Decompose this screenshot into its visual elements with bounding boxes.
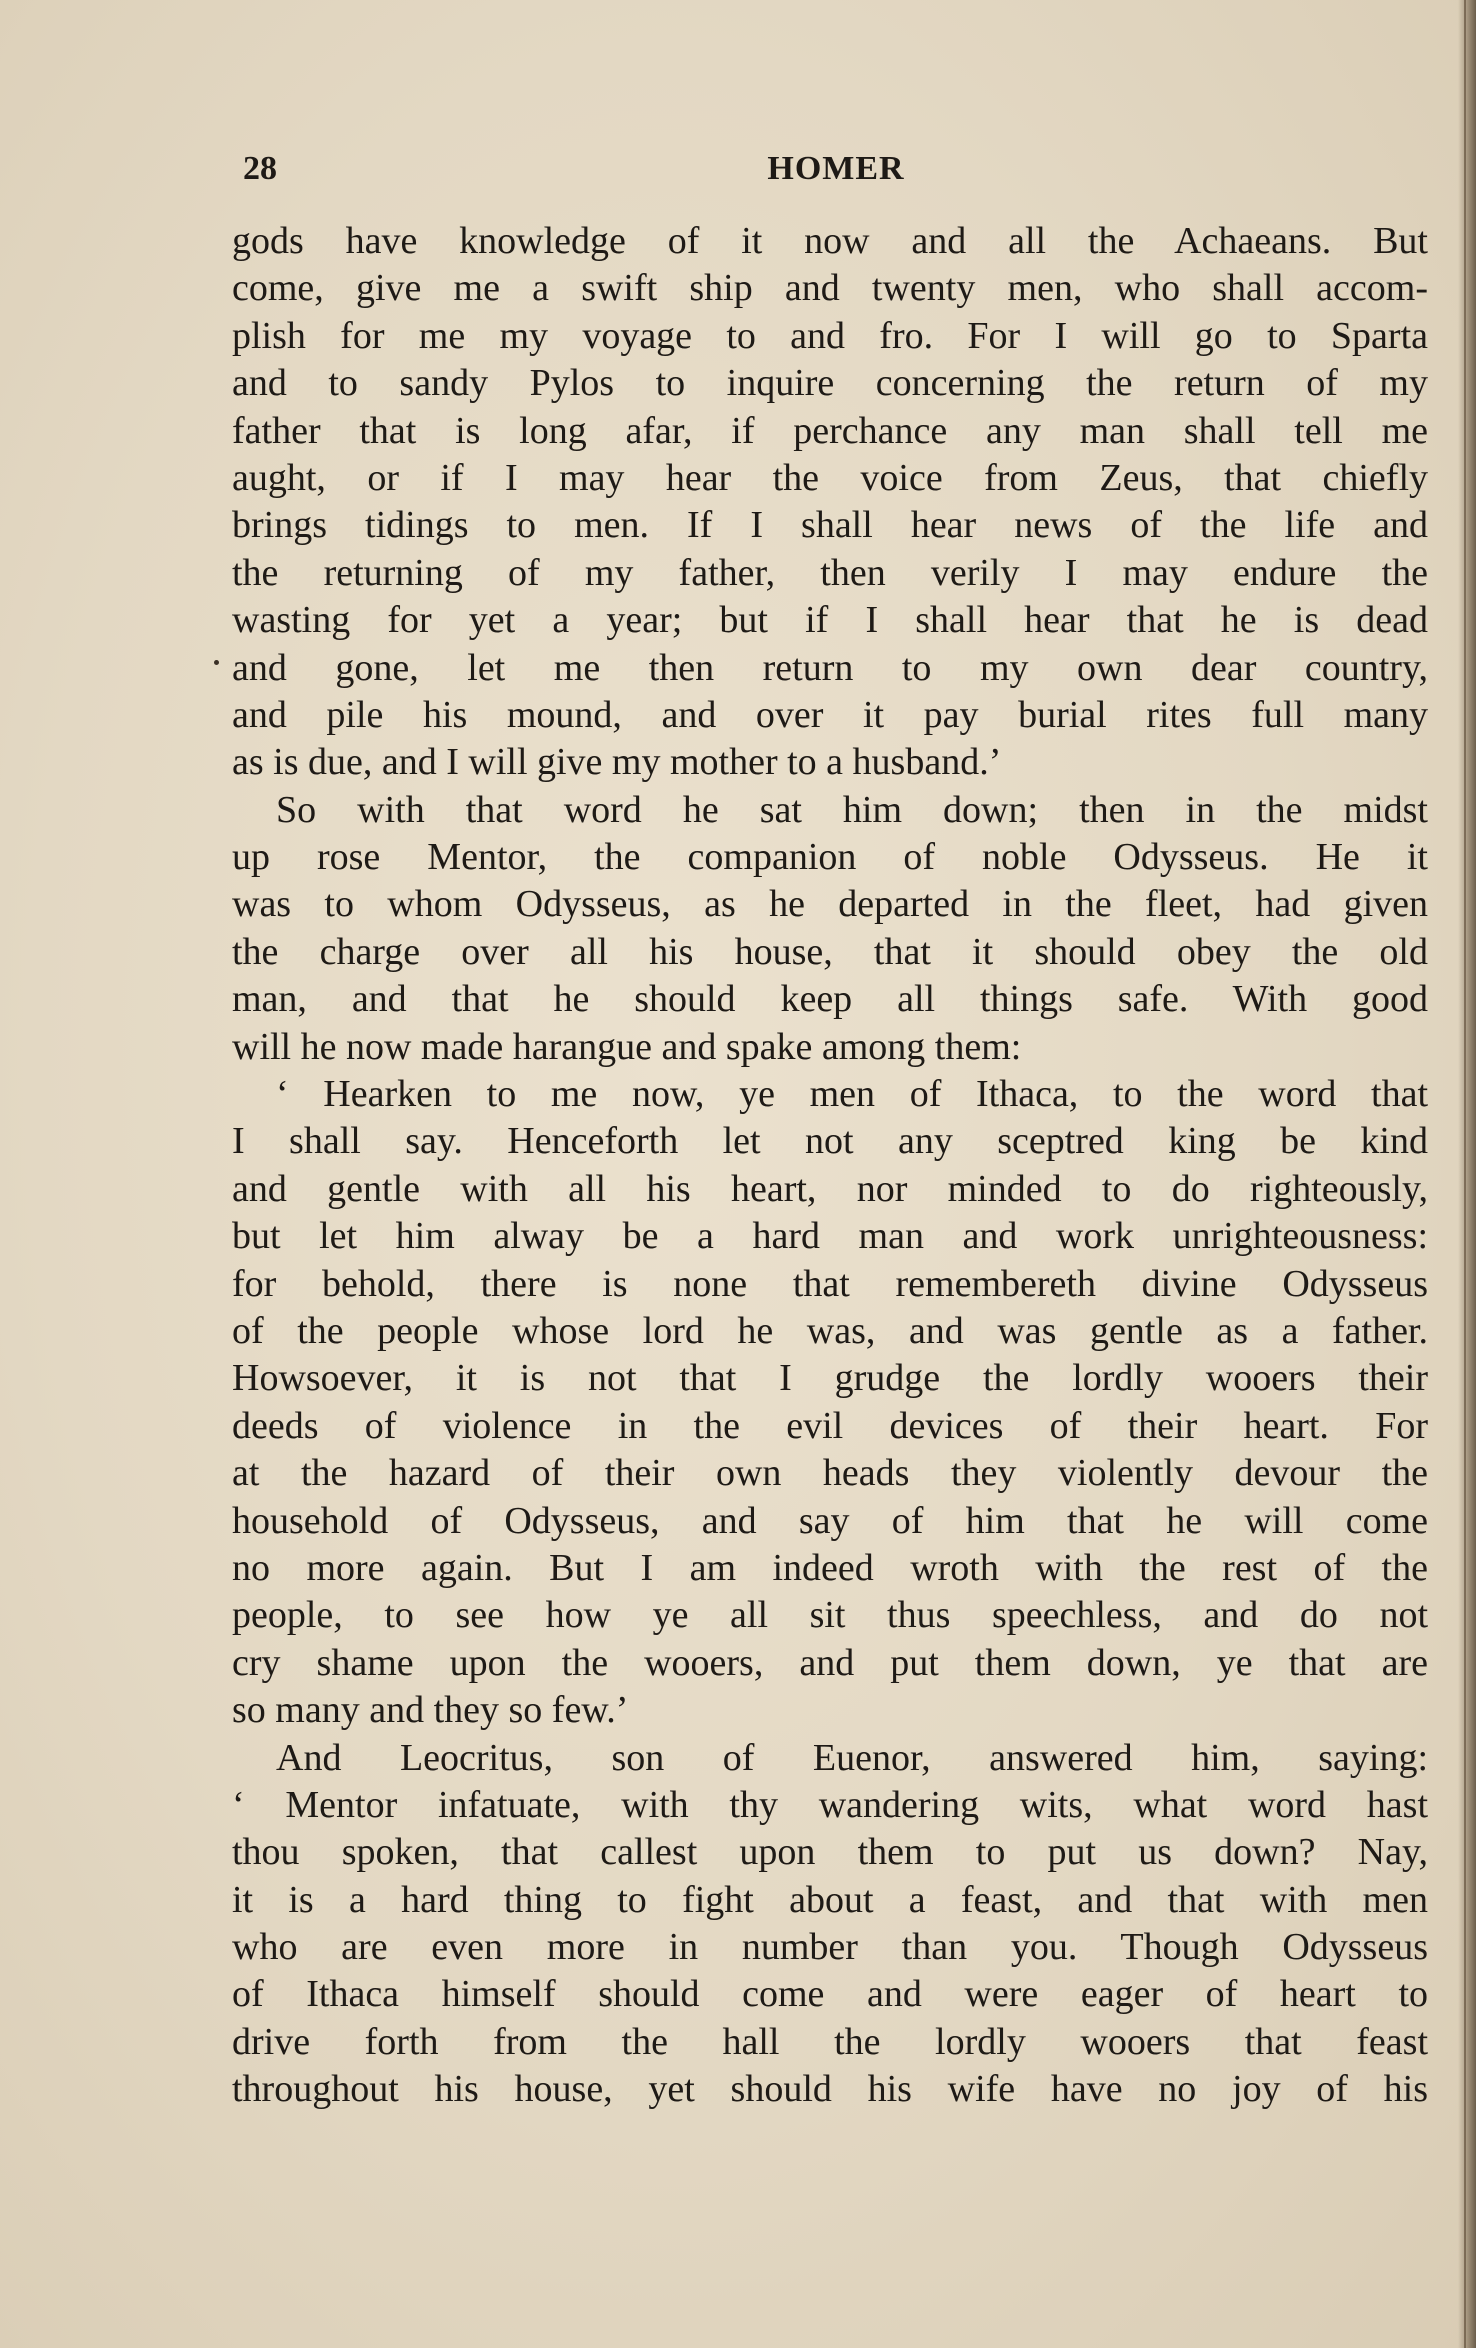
text-line: and pile his mound, and over it pay burial rites full many — [232, 693, 1428, 736]
text-line: brings tidings to men. If I shall hear news of the life and — [232, 504, 1428, 547]
text-line: it is a hard thing to fight about a feast, and that with men — [232, 1878, 1428, 1921]
text-line: so many and they so few.’ — [232, 1689, 629, 1732]
text-line: drive forth from the hall the lordly wooers that feast — [232, 2020, 1428, 2063]
page-edge-shadow — [1458, 0, 1476, 2348]
text-line: ‘ Hearken to me now, ye men of Ithaca, to the word that — [276, 1073, 1428, 1116]
text-line: and gentle with all his heart, nor minded to do righteously, — [232, 1167, 1428, 1210]
text-line: So with that word he sat him down; then in the midst — [276, 788, 1428, 831]
body-text — [232, 218, 1428, 2114]
text-line: and gone, let me then return to my own dear country, — [232, 646, 1428, 689]
text-line: will he now made harangue and spake among them: — [232, 1025, 1022, 1068]
text-line: aught, or if I may hear the voice from Zeus, that chiefly — [232, 456, 1428, 499]
page-number: 28 — [243, 150, 277, 187]
text-line: father that is long afar, if perchance any man shall tell me — [232, 409, 1428, 452]
text-line: of Ithaca himself should come and were eager of heart to — [232, 1973, 1428, 2016]
text-line: the charge over all his house, that it should obey the old — [232, 930, 1428, 973]
text-line: throughout his house, yet should his wife have no joy of his — [232, 2068, 1428, 2111]
text-line: for behold, there is none that remembereth divine Odysseus — [232, 1262, 1428, 1305]
text-line: deeds of violence in the evil devices of their heart. For — [232, 1404, 1428, 1447]
text-line: thou spoken, that callest upon them to put us down? Nay, — [232, 1831, 1428, 1874]
text-line: no more again. But I am indeed wroth with the rest of the — [232, 1546, 1428, 1589]
text-line: And Leocritus, son of Euenor, answered him, saying: — [276, 1736, 1428, 1779]
text-line: wasting for yet a year; but if I shall hear that he is dead — [232, 599, 1428, 642]
text-line: come, give me a swift ship and twenty men, who shall accom- — [232, 267, 1428, 310]
text-line: cry shame upon the wooers, and put them down, ye that are — [232, 1641, 1428, 1684]
margin-speck — [214, 660, 219, 665]
text-line: of the people whose lord he was, and was gentle as a father. — [232, 1309, 1428, 1352]
text-line: who are even more in number than you. Though Odysseus — [232, 1926, 1428, 1969]
running-head — [243, 142, 1429, 196]
text-line: plish for me my voyage to and fro. For I will go to Sparta — [232, 314, 1428, 357]
text-line: ‘ Mentor infatuate, with thy wandering wits, what word hast — [232, 1783, 1428, 1826]
text-line: people, to see how ye all sit thus speechless, and do not — [232, 1594, 1428, 1637]
page-edge-line — [1464, 0, 1466, 2348]
text-line: up rose Mentor, the companion of noble Odysseus. He it — [232, 836, 1428, 879]
text-line: gods have knowledge of it now and all the Achaeans. But — [232, 220, 1428, 262]
text-line: as is due, and I will give my mother to a husband.’ — [232, 741, 1002, 784]
text-line: man, and that he should keep all things safe. With good — [232, 978, 1428, 1021]
text-line: and to sandy Pylos to inquire concerning the return of my — [232, 362, 1428, 405]
text-line: at the hazard of their own heads they violently devour the — [232, 1452, 1428, 1495]
text-line: but let him alway be a hard man and work unrighteousness: — [232, 1215, 1428, 1258]
text-line: was to whom Odysseus, as he departed in the fleet, had given — [232, 883, 1428, 926]
text-line: the returning of my father, then verily I may endure the — [232, 551, 1428, 594]
running-title: HOMER — [767, 150, 905, 187]
text-line: household of Odysseus, and say of him that he will come — [232, 1499, 1428, 1542]
text-line: Howsoever, it is not that I grudge the lordly wooers their — [232, 1357, 1428, 1400]
text-line: I shall say. Henceforth let not any sceptred king be kind — [232, 1120, 1428, 1163]
